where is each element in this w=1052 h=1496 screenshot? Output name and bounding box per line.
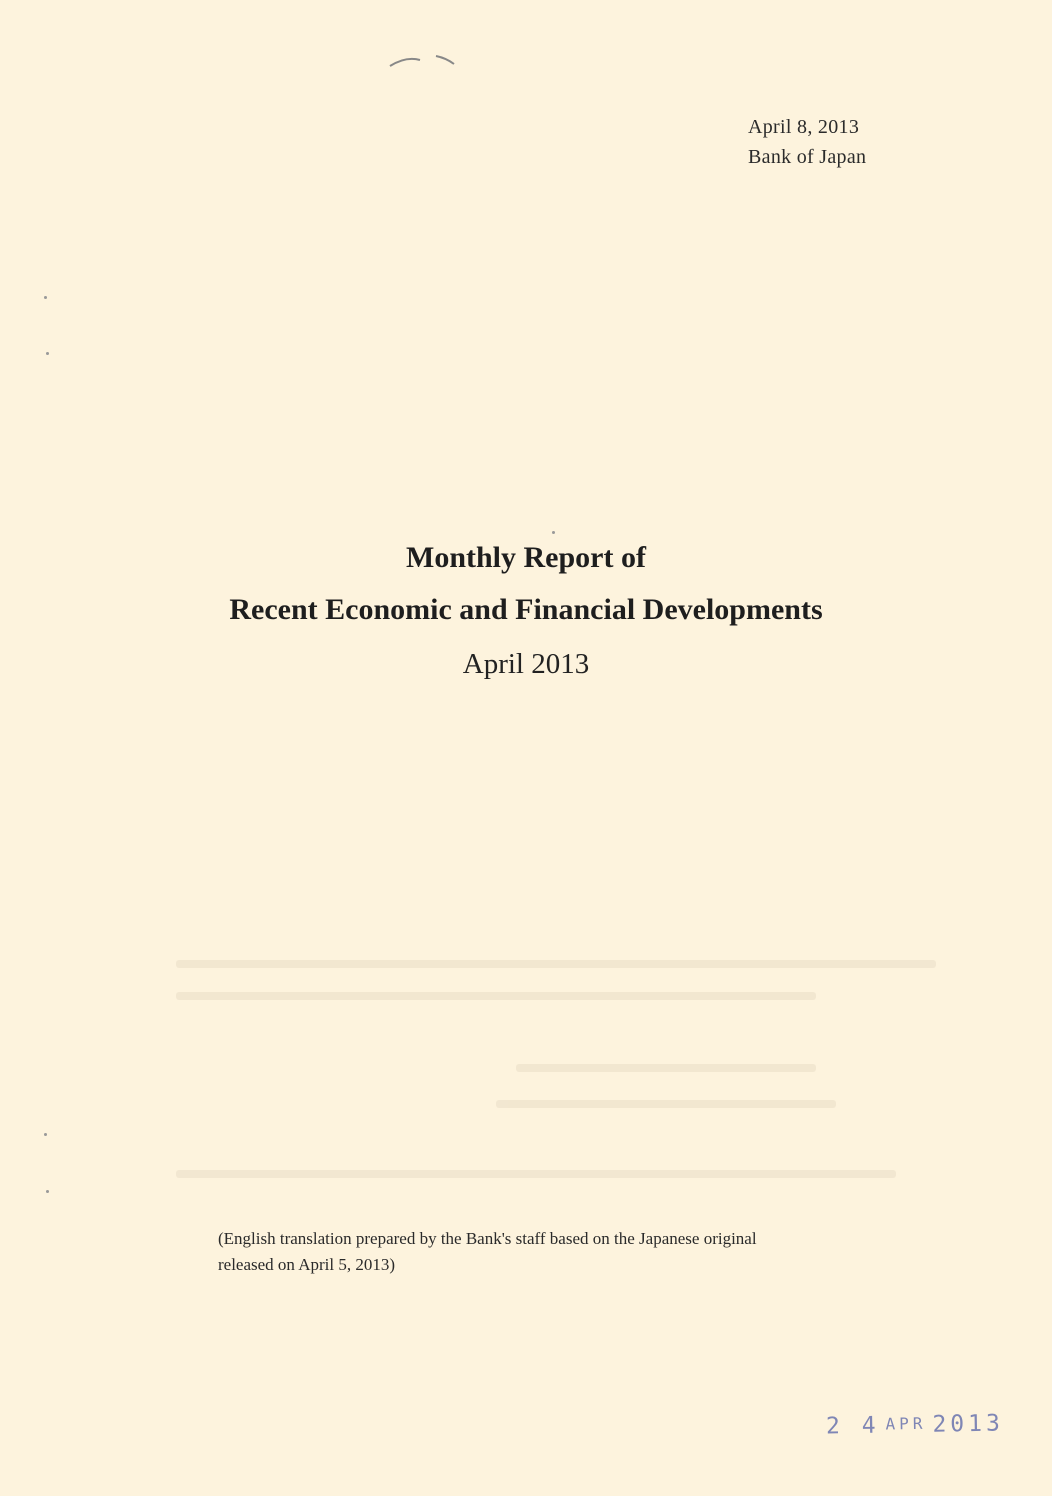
report-month: April 2013 — [462, 648, 590, 680]
title-line-2: Recent Economic and Financial Developments — [229, 593, 823, 626]
stamp-month: APR — [885, 1413, 927, 1434]
title-line-1: Monthly Report of — [406, 541, 646, 574]
received-date-stamp — [826, 1410, 1004, 1439]
scan-speck — [44, 296, 47, 299]
scan-speck — [46, 352, 49, 355]
translation-note-line-1: (English translation prepared by the Bank's staff based on the Japanese original — [218, 1229, 757, 1248]
scan-speck — [46, 1190, 49, 1193]
organization-name: Bank of Japan — [748, 146, 867, 168]
document-header — [748, 112, 866, 172]
stamp-year: 2013 — [932, 1410, 1005, 1438]
release-date: April 8, 2013 — [748, 116, 860, 138]
scan-mark — [386, 50, 466, 70]
scan-speck — [44, 1133, 47, 1136]
stamp-day: 2 4 — [825, 1412, 880, 1440]
translation-note-line-2: released on April 5, 2013) — [218, 1255, 396, 1274]
document-title — [0, 532, 1052, 690]
translation-note — [218, 1226, 918, 1278]
